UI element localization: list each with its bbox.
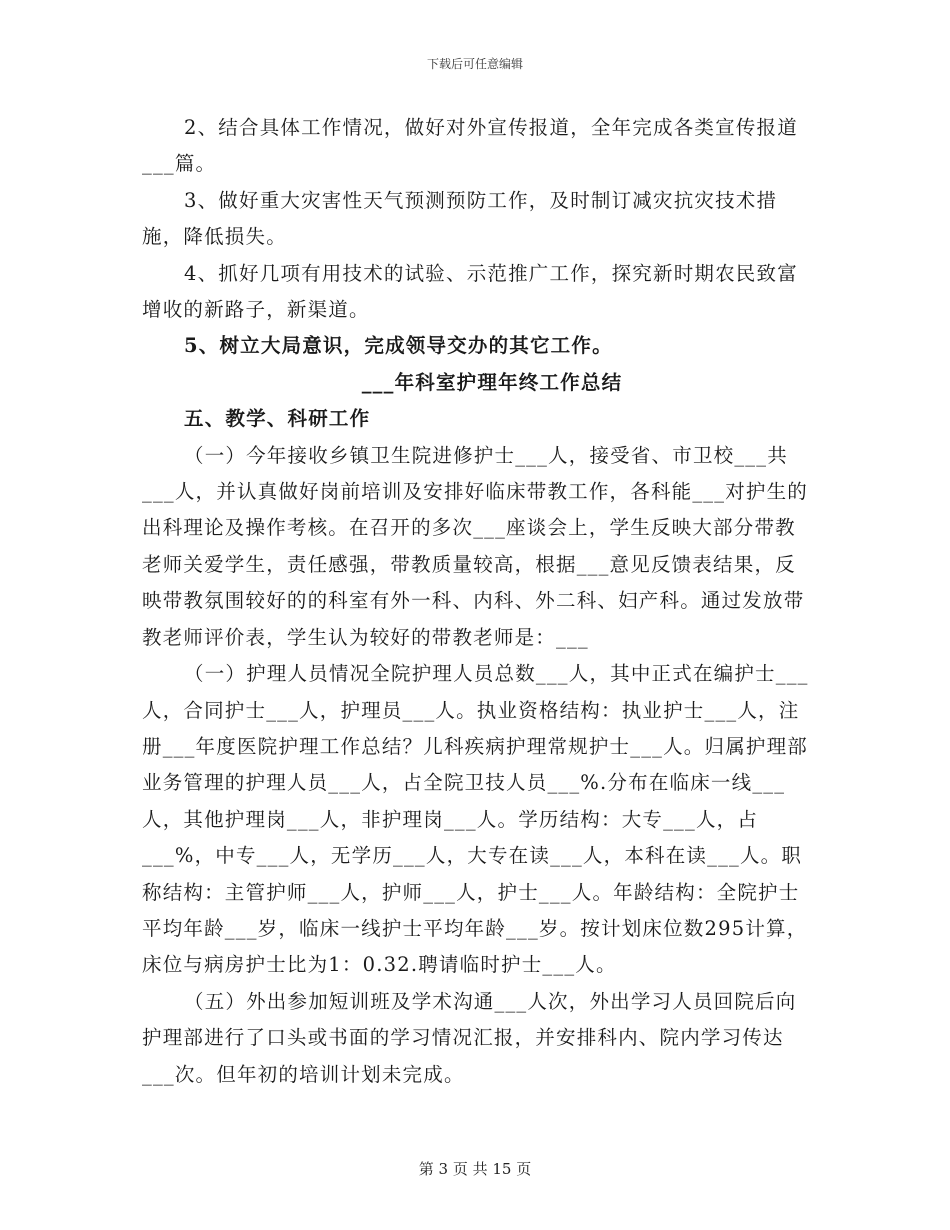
paragraph-item-4: 4、抓好几项有用技术的试验、示范推广工作，探究新时期农民致富增收的新路子，新渠道。 bbox=[142, 261, 798, 322]
page-footer: 第 3 页 共 15 页 bbox=[418, 1160, 532, 1178]
paragraph-teaching: （一）今年接收乡镇卫生院进修护士___人，接受省、市卫校___共___人，并认真做好岗前培训及安排好临床带教工作，各科能___对护生的出科理论及操作考核。在召开的多次___座谈会上，学生反映大部分带教老师关爱学生，责任感强，带教质量较高，根据___意见反馈表结果，反映带教氛围较好的的科室有外一科、内科、外二科、妇产科。通过发放带教老师评价表，学生认为较好的带教老师是：___ bbox=[142, 443, 809, 649]
document-body bbox=[142, 110, 812, 1093]
paragraph-item-5: 5、树立大局意识，完成领导交办的其它工作。 bbox=[184, 334, 613, 358]
section-heading: 五、教学、科研工作 bbox=[184, 407, 371, 431]
paragraph-staffing: （一）护理人员情况全院护理人员总数___人，其中正式在编护士___人，合同护士___人，护理员___人。执业资格结构：执业护士___人，注册___年度医院护理工作总结？儿科疾病护理常规护士___人。归属护理部业务管理的护理人员___人，占全院卫技人员___%.分布在临床一线___人，其他护理岗___人，非护理岗___人。学历结构：大专___人，占___%，中专___人，无学历___人，大专在读___人，本科在读___人。职称结构：主管护师___人，护师___人，护士___人。年龄结构：全院护士平均年龄___岁，临床一线护士平均年龄___岁。按计划床位数295计算，床位与病房护士比为1：0.32.聘请临时护士___人。 bbox=[142, 662, 809, 977]
paragraph-item-2: 2、结合具体工作情况，做好对外宣传报道，全年完成各类宣传报道___篇。 bbox=[142, 116, 798, 176]
page-header: 下载后可任意编辑 bbox=[426, 57, 523, 71]
section-title: ___年科室护理年终工作总结 bbox=[361, 370, 623, 394]
paragraph-training: （五）外出参加短训班及学术沟通___人次，外出学习人员回院后向护理部进行了口头或书面的学习情况汇报，并安排科内、院内学习传达___次。但年初的培训计划未完成。 bbox=[142, 989, 797, 1086]
paragraph-item-3: 3、做好重大灾害性天气预测预防工作，及时制订减灾抗灾技术措施，降低损失。 bbox=[142, 188, 778, 249]
